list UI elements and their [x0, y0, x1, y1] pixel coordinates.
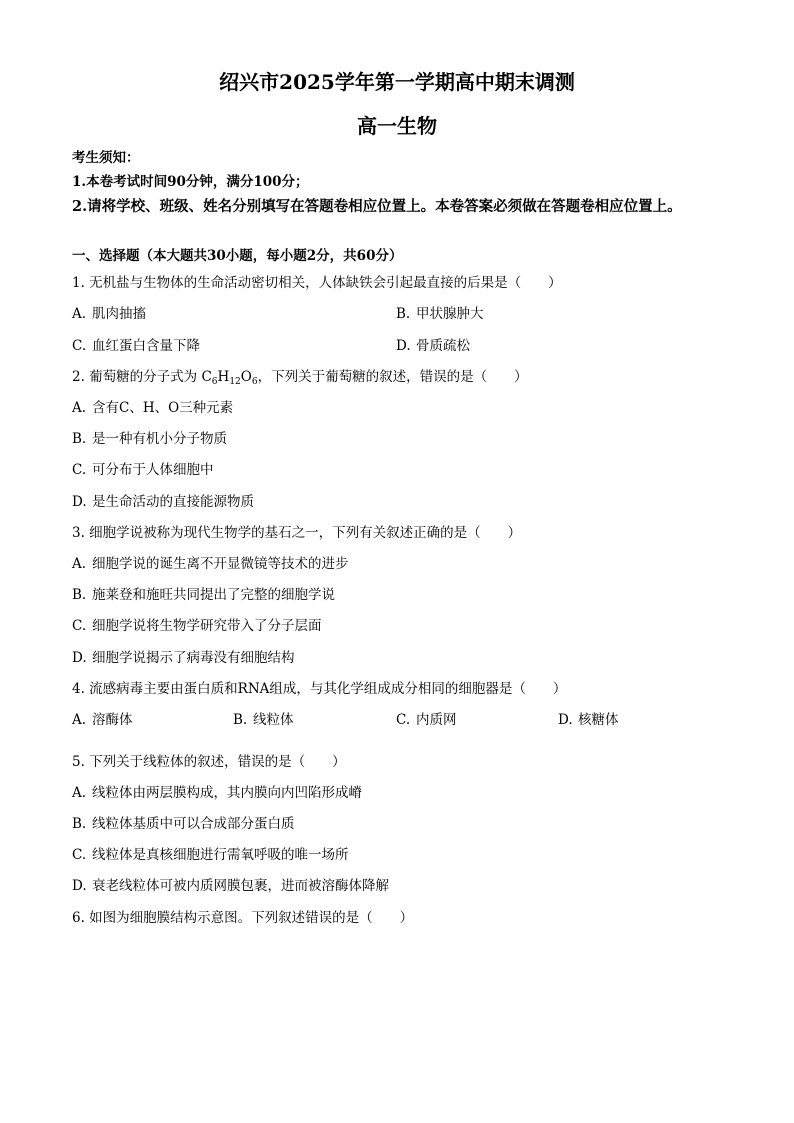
question-4-option-a — [72, 710, 133, 730]
question-5-option-c — [72, 845, 349, 865]
option-text: 衰老线粒体可被内质网膜包裹，进而被溶酶体降解 — [92, 878, 389, 894]
option-text: 细胞学说将生物学研究带入了分子层面 — [92, 618, 322, 634]
question-2-option-a — [72, 398, 233, 418]
question-4-stem: 4. 流感病毒主要由蛋白质和RNA组成，与其化学组成成分相同的细胞器是（ ） — [72, 681, 567, 697]
exam-title: 绍兴市2025学年第一学期高中期末调测 — [219, 70, 575, 94]
option-text: 线粒体基质中可以合成部分蛋白质 — [92, 816, 295, 832]
option-letter: D. — [72, 494, 87, 510]
option-text: 核糖体 — [578, 712, 619, 728]
question-3-option-b — [72, 585, 335, 605]
question-2-option-d — [72, 492, 254, 512]
section-heading: 一、选择题（本大题共30小题，每小题2分，共60分） — [72, 248, 403, 264]
option-text: 血红蛋白含量下降 — [92, 338, 200, 354]
option-text: 线粒体 — [253, 712, 294, 728]
option-text: 肌肉抽搐 — [92, 306, 146, 322]
question-5-option-d — [72, 876, 389, 896]
question-2-option-b — [72, 429, 227, 449]
option-text: 细胞学说的诞生离不开显微镜等技术的进步 — [92, 556, 349, 572]
option-letter: A. — [72, 712, 87, 728]
option-text: 是一种有机小分子物质 — [92, 431, 227, 447]
question-2-option-c — [72, 460, 214, 480]
stem-text: H — [217, 369, 230, 385]
question-3-stem: 3. 细胞学说被称为现代生物学的基石之一，下列有关叙述正确的是（ ） — [72, 525, 522, 541]
subscript: 12 — [229, 377, 241, 387]
option-letter: D. — [558, 712, 573, 728]
notice-item-1: 1.本卷考试时间90分钟，满分100分； — [72, 174, 309, 190]
option-text: 是生命活动的直接能源物质 — [92, 494, 254, 510]
question-4-option-d — [558, 710, 619, 730]
option-text: 可分布于人体细胞中 — [92, 462, 214, 478]
option-letter: A. — [72, 400, 87, 416]
option-letter: C. — [396, 712, 411, 728]
option-text: 甲状腺肿大 — [416, 306, 484, 322]
option-letter: C. — [72, 847, 87, 863]
option-text: 溶酶体 — [92, 712, 133, 728]
option-text: 内质网 — [416, 712, 457, 728]
question-3-option-d — [72, 648, 295, 668]
option-letter: C. — [72, 338, 87, 354]
question-4-option-c — [396, 710, 457, 730]
option-letter: C. — [72, 462, 87, 478]
option-text: 细胞学说揭示了病毒没有细胞结构 — [92, 650, 295, 666]
question-4-option-b — [233, 710, 294, 730]
option-text: 骨质疏松 — [416, 338, 470, 354]
option-letter: B. — [72, 816, 87, 832]
exam-subject: 高一生物 — [357, 114, 437, 138]
option-text: 施莱登和施旺共同提出了完整的细胞学说 — [92, 587, 335, 603]
stem-text: O — [240, 369, 252, 385]
subscript: 6 — [211, 377, 218, 387]
notice-item-2: 2.请将学校、班级、姓名分别填写在答题卷相应位置上。本卷答案必须做在答题卷相应位置上。 — [72, 198, 682, 215]
option-text: 含有C、H、O三种元素 — [92, 400, 234, 416]
question-3-option-c — [72, 616, 322, 636]
option-letter: A. — [72, 785, 87, 801]
question-5-stem: 5. 下列关于线粒体的叙述，错误的是（ ） — [72, 754, 346, 770]
option-letter: D. — [72, 878, 87, 894]
question-5-option-a — [72, 783, 362, 803]
question-6-stem: 6. 如图为细胞膜结构示意图。下列叙述错误的是（ ） — [72, 910, 414, 926]
option-letter: B. — [233, 712, 248, 728]
question-1-option-a — [72, 304, 146, 324]
option-letter: D. — [72, 650, 87, 666]
option-letter: A. — [72, 556, 87, 572]
question-5-option-b — [72, 814, 295, 834]
question-1-stem: 1. 无机盐与生物体的生命活动密切相关，人体缺铁会引起最直接的后果是（ ） — [72, 275, 562, 291]
option-letter: B. — [396, 306, 411, 322]
option-letter: A. — [72, 306, 87, 322]
option-letter: C. — [72, 618, 87, 634]
option-text: 线粒体是真核细胞进行需氧呼吸的唯一场所 — [92, 847, 349, 863]
question-3-option-a — [72, 554, 349, 574]
question-1-option-b — [396, 304, 484, 324]
question-2-stem — [72, 367, 528, 392]
option-text: 线粒体由两层膜构成，其内膜向内凹陷形成嵴 — [92, 785, 362, 801]
option-letter: B. — [72, 587, 87, 603]
stem-text: 2. 葡萄糖的分子式为 C — [72, 369, 212, 385]
notice-heading: 考生须知： — [72, 150, 140, 166]
question-1-option-c — [72, 336, 200, 356]
option-letter: B. — [72, 431, 87, 447]
option-letter: D. — [396, 338, 411, 354]
question-1-option-d — [396, 336, 470, 356]
stem-text: ，下列关于葡萄糖的叙述，错误的是（ ） — [257, 369, 528, 385]
subscript: 6 — [251, 377, 258, 387]
